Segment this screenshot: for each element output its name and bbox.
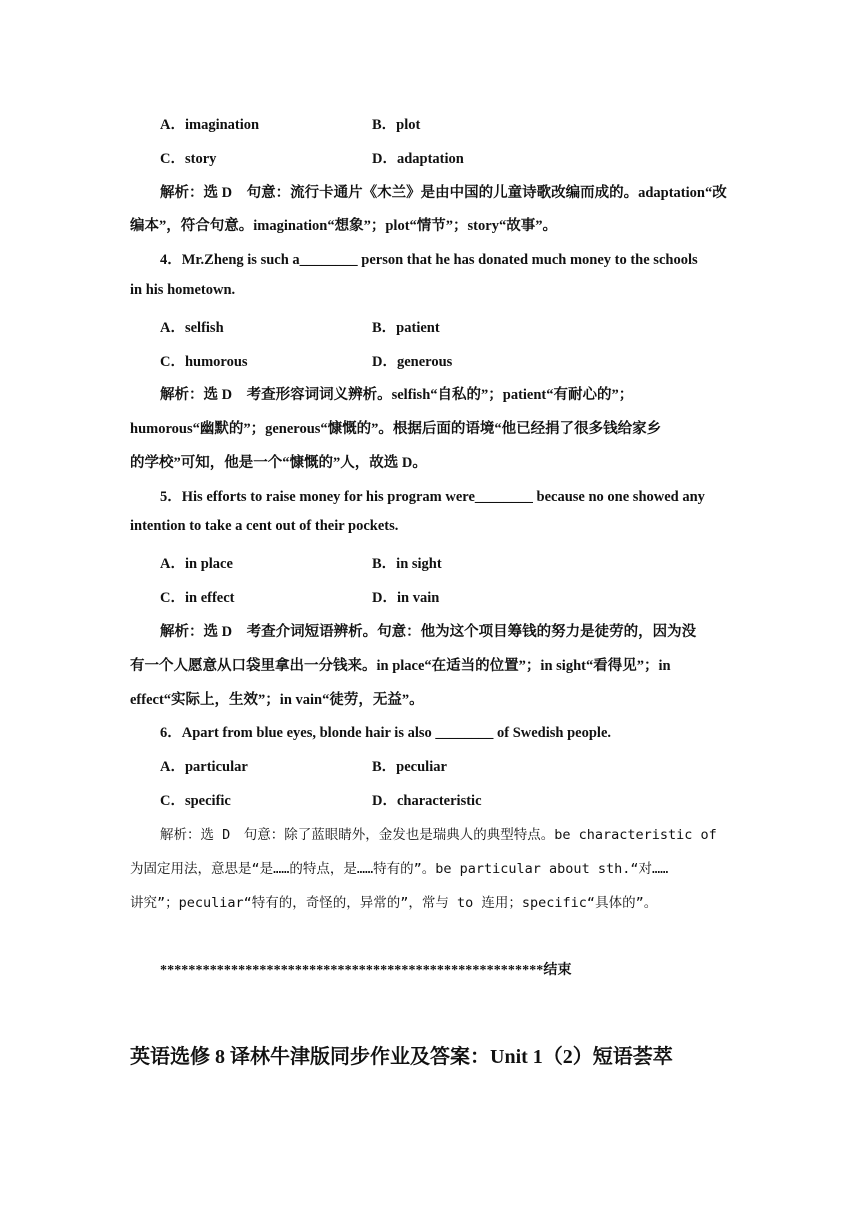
- q4-option-c: C．humorous: [160, 354, 248, 370]
- end-marker: ******************************************************结束: [160, 963, 572, 978]
- q5-stem-line1: 5．His efforts to raise money for his program were________ because no one showed any: [160, 489, 705, 505]
- q3-option-d: D．adaptation: [372, 151, 464, 167]
- q5-option-c: C．in effect: [160, 590, 235, 606]
- q5-explanation-line2: 有一个人愿意从口袋里拿出一分钱来。in place“在适当的位置”；in sight“看得见”；in: [130, 658, 671, 674]
- q3-option-b: B．plot: [372, 117, 421, 133]
- q6-explanation-line3: 讲究”；peculiar“特有的，奇怪的，异常的”，常与 to 连用；specific“具体的”。: [130, 895, 658, 911]
- q5-option-a: A．in place: [160, 556, 233, 572]
- q5-stem-line2: intention to take a cent out of their pockets.: [130, 518, 399, 534]
- q5-option-d: D．in vain: [372, 590, 440, 606]
- q6-explanation-line1: 解析：选 D 句意：除了蓝眼睛外，金发也是瑞典人的典型特点。be characteristic of: [160, 827, 717, 843]
- q4-explanation-line3: 的学校”可知，他是一个“慷慨的”人，故选 D。: [130, 455, 427, 471]
- q6-stem: 6．Apart from blue eyes, blonde hair is also ________ of Swedish people.: [160, 725, 612, 741]
- q6-option-c: C．specific: [160, 793, 231, 809]
- q3-option-c: C．story: [160, 151, 217, 167]
- q4-option-d: D．generous: [372, 354, 453, 370]
- q4-stem-line2: in his hometown.: [130, 282, 236, 298]
- q5-explanation-line1: 解析：选 D 考查介词短语辨析。句意：他为这个项目筹钱的努力是徒劳的，因为没: [160, 624, 697, 640]
- q6-explanation-line2: 为固定用法，意思是“是……的特点，是……特有的”。be particular about sth.“对……: [130, 861, 669, 877]
- q6-option-b: B．peculiar: [372, 759, 447, 775]
- q4-stem-line1: 4．Mr.Zheng is such a________ person that he has donated much money to the schools: [160, 252, 698, 268]
- q4-explanation-line2: humorous“幽默的”；generous“慷慨的”。根据后面的语境“他已经捐了很多钱给家乡: [130, 421, 662, 437]
- next-section-title: 英语选修 8 译林牛津版同步作业及答案：Unit 1（2）短语荟萃: [130, 1046, 673, 1068]
- q4-explanation-line1: 解析：选 D 考查形容词词义辨析。selfish“自私的”；patient“有耐心的”；: [160, 387, 634, 403]
- q4-option-a: A．selfish: [160, 320, 224, 336]
- q6-option-a: A．particular: [160, 759, 248, 775]
- q5-option-b: B．in sight: [372, 556, 442, 572]
- q4-option-b: B．patient: [372, 320, 440, 336]
- q5-explanation-line3: effect“实际上，生效”；in vain“徒劳，无益”。: [130, 692, 424, 708]
- q3-explanation-line1: 解析：选 D 句意：流行卡通片《木兰》是由中国的儿童诗歌改编而成的。adaptation“改: [160, 185, 727, 201]
- q3-option-a: A．imagination: [160, 117, 260, 133]
- q6-option-d: D．characteristic: [372, 793, 482, 809]
- q3-explanation-line2: 编本”，符合句意。imagination“想象”；plot“情节”；story“故事”。: [130, 218, 557, 234]
